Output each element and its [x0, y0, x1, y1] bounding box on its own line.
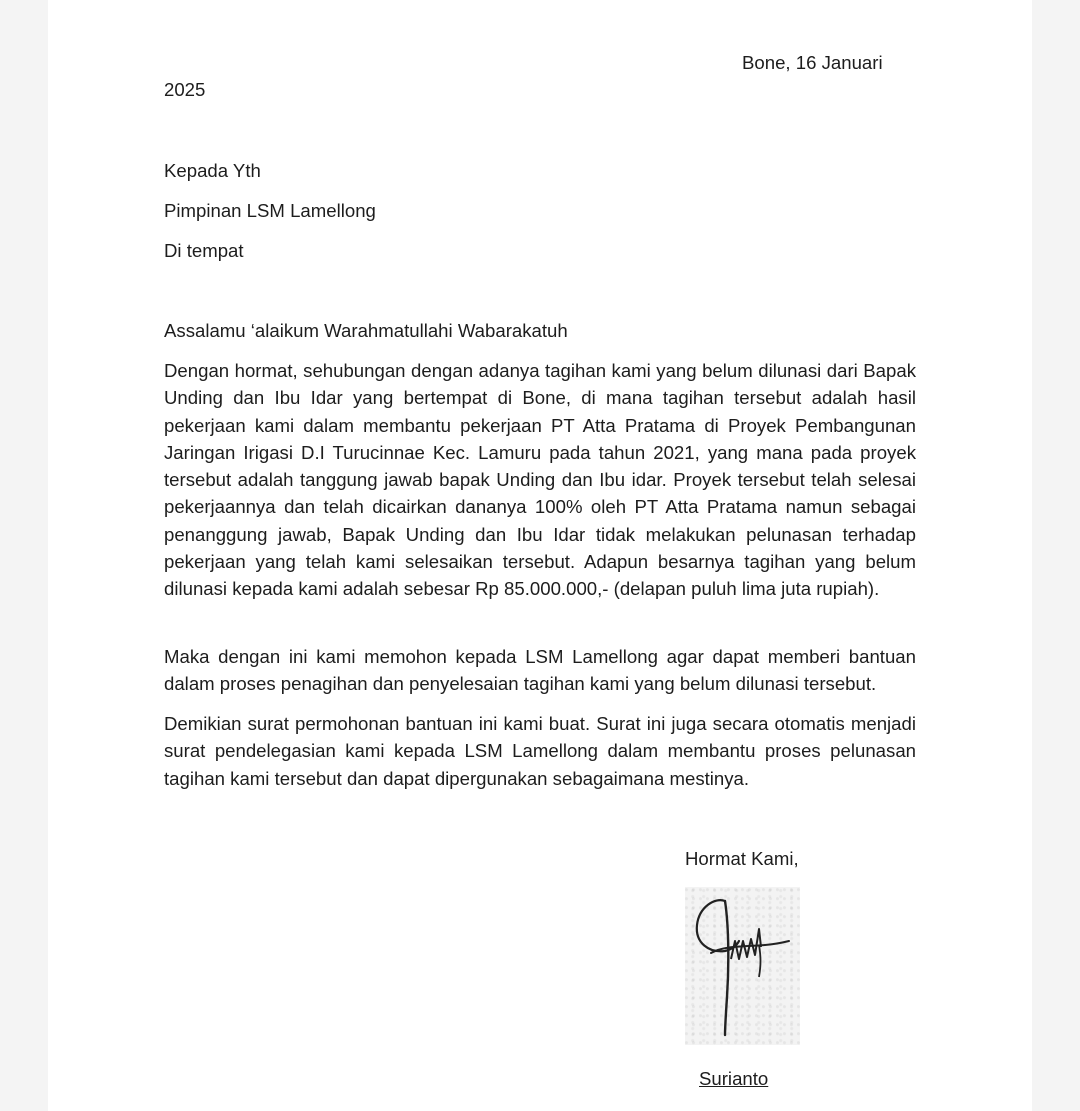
- handwritten-signature: [685, 887, 800, 1045]
- body-paragraph-3: Demikian surat permohonan bantuan ini kami buat. Surat ini juga secara otomatis menjadi surat pendelegasian kami kepada LSM Lamellong dalam membantu proses pelunasan tagihan kami tersebut dan dapat dipergunakan sebagaimana mestinya.: [164, 713, 916, 789]
- closing-salutation: Hormat Kami,: [685, 848, 799, 869]
- greeting: Assalamu ‘alaikum Warahmatullahi Wabarakatuh: [164, 320, 568, 341]
- recipient-line-1: Kepada Yth: [164, 160, 261, 181]
- letter-date-line2: 2025: [164, 79, 206, 100]
- recipient-line-3: Di tempat: [164, 240, 244, 261]
- recipient-line-2: Pimpinan LSM Lamellong: [164, 200, 376, 221]
- letter-date-line1: Bone, 16 Januari: [742, 52, 883, 73]
- signatory-name: Surianto: [699, 1068, 769, 1089]
- signature-image: [685, 887, 800, 1045]
- letter-page: [48, 0, 1032, 1111]
- body-paragraph-2: Maka dengan ini kami memohon kepada LSM Lamellong agar dapat memberi bantuan dalam proses penagihan dan penyelesaian tagihan kami yang belum dilunasi tersebut.: [164, 646, 916, 695]
- body-paragraph-1: Dengan hormat, sehubungan dengan adanya tagihan kami yang belum dilunasi dari Bapak Unding dan Ibu Idar yang bertempat di Bone, di mana tagihan tersebut adalah hasil pekerjaan kami dalam membantu pekerjaan PT Atta Pratama di Proyek Pembangunan Jaringan Irigasi D.I Turucinnae Kec. Lamuru pada tahun 2021, yang mana pada proyek tersebut adalah tanggung jawab bapak Unding dan Ibu idar. Proyek tersebut telah selesai pekerjaannya dan telah dicairkan dananya 100% oleh PT Atta Pratama namun sebagai penanggung jawab, Bapak Unding dan Ibu Idar tidak melakukan pelunasan terhadap pekerjaan yang telah kami selesaikan tersebut. Adapun besarnya tagihan yang belum dilunasi kepada kami adalah sebesar Rp 85.000.000,- (delapan puluh lima juta rupiah).: [164, 360, 916, 600]
